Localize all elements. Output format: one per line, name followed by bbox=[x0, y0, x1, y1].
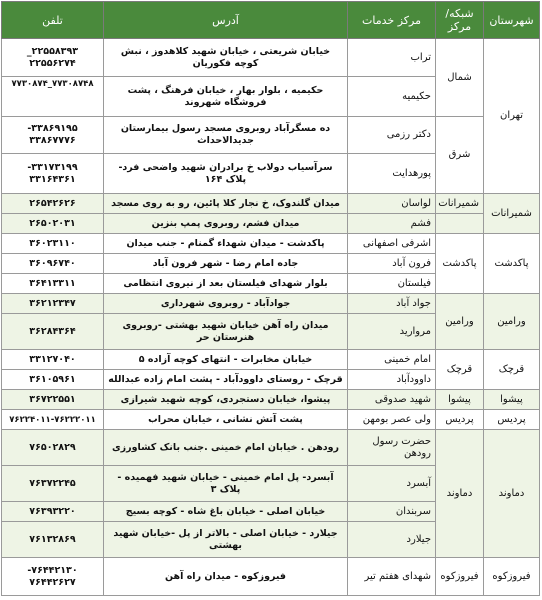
phone-cell: -۳۳۱۷۳۱۹۹ ۳۳۱۶۴۳۶۱ bbox=[2, 154, 104, 194]
phone-cell: ۷۶۳۹۳۲۲۰ bbox=[2, 502, 104, 522]
phone-cell: ۳۶۷۲۲۵۵۱ bbox=[2, 390, 104, 410]
address-cell: میدان گلندوک، خ نجار کلا پائین، رو به روی مسجد bbox=[104, 194, 348, 214]
center-cell: آبسرد bbox=[348, 466, 436, 502]
network-cell: پاکدشت bbox=[436, 234, 484, 294]
address-cell: جوادآباد - روبروی شهرداری bbox=[104, 294, 348, 314]
center-cell: داوودآباد bbox=[348, 370, 436, 390]
phone-cell: ۳۶۰۲۳۱۱۰ bbox=[2, 234, 104, 254]
city-cell: ورامین bbox=[484, 294, 540, 350]
center-cell: امام خمینی bbox=[348, 350, 436, 370]
center-cell: دکتر رزمی bbox=[348, 117, 436, 154]
center-cell: شهید صدوقی bbox=[348, 390, 436, 410]
center-cell: حکیمیه bbox=[348, 77, 436, 117]
network-cell: قرچک bbox=[436, 350, 484, 390]
address-cell: خیابان اصلی - خیابان باغ شاه - کوچه بسیج bbox=[104, 502, 348, 522]
network-cell: شمال bbox=[436, 39, 484, 117]
health-centers-table bbox=[1, 1, 540, 596]
address-cell: پیشوا، خیابان دستجردی، کوچه شهید شیرازی bbox=[104, 390, 348, 410]
center-cell: تراب bbox=[348, 39, 436, 77]
phone-cell: _۲۲۵۵۸۳۹۳ ۲۲۵۵۶۲۷۴ bbox=[2, 39, 104, 77]
address-cell: میدان راه آهن خیابان شهید بهشتی -روبروی هنرستان حر bbox=[104, 314, 348, 350]
address-cell: پشت آتش نشانی ، خیابان محراب bbox=[104, 410, 348, 430]
header-row bbox=[2, 2, 540, 39]
header-center: مرکز خدمات bbox=[348, 2, 436, 39]
center-cell: جواد آباد bbox=[348, 294, 436, 314]
center-cell: سربندان bbox=[348, 502, 436, 522]
city-cell: دماوند bbox=[484, 430, 540, 558]
phone-cell: ۳۶۴۱۳۳۱۱ bbox=[2, 274, 104, 294]
network-cell: ورامین bbox=[436, 294, 484, 350]
phone-cell: ۳۶۲۱۲۳۴۷ bbox=[2, 294, 104, 314]
network-cell-empty bbox=[436, 214, 484, 234]
table-row bbox=[2, 430, 540, 466]
phone-cell: ۳۶۲۸۴۳۶۴ bbox=[2, 314, 104, 350]
table-row bbox=[2, 234, 540, 254]
header-phone: تلفن bbox=[2, 2, 104, 39]
city-cell: قرچک bbox=[484, 350, 540, 390]
phone-cell: ۳۶۰۹۶۷۴۰ bbox=[2, 254, 104, 274]
network-cell: پردیس bbox=[436, 410, 484, 430]
address-cell: میدان فشم، روبروی پمپ بنزین bbox=[104, 214, 348, 234]
address-cell: قرچک - روستای داوودآباد - پشت امام زاده عبدالله bbox=[104, 370, 348, 390]
center-cell: فرون آباد bbox=[348, 254, 436, 274]
header-city: شهرستان bbox=[484, 2, 540, 39]
phone-cell: ۳۶۱۰۵۹۶۱ bbox=[2, 370, 104, 390]
center-cell: فشم bbox=[348, 214, 436, 234]
header-network: شبکه/ مرکز bbox=[436, 2, 484, 39]
center-cell: مروارید bbox=[348, 314, 436, 350]
city-cell: تهران bbox=[484, 39, 540, 194]
center-cell: اشرفی اصفهانی bbox=[348, 234, 436, 254]
table-row bbox=[2, 194, 540, 214]
phone-cell: ۲۶۵۴۲۶۲۶ bbox=[2, 194, 104, 214]
phone-cell: -۳۳۸۶۹۱۹۵ ۳۳۸۶۷۷۷۶ bbox=[2, 117, 104, 154]
table-row bbox=[2, 410, 540, 430]
phone-cell: ۷۷۳۰۸۷۴_۷۷۳۰۸۷۴۸ bbox=[2, 77, 104, 117]
network-cell: پیشوا bbox=[436, 390, 484, 410]
center-cell: پورهدایت bbox=[348, 154, 436, 194]
center-cell: جیلارد bbox=[348, 522, 436, 558]
header-address: آدرس bbox=[104, 2, 348, 39]
address-cell: جیلارد - خیابان اصلی - بالاتر از پل -خیابان شهید بهشتی bbox=[104, 522, 348, 558]
phone-cell: ۷۶۳۷۲۲۴۵ bbox=[2, 466, 104, 502]
center-cell: حضرت رسول رودهن bbox=[348, 430, 436, 466]
city-cell: پردیس bbox=[484, 410, 540, 430]
address-cell: خیابان شریعتی ، خیابان شهید کلاهدوز ، نبش کوچه فکوریان bbox=[104, 39, 348, 77]
network-cell: فیروزکوه bbox=[436, 558, 484, 596]
phone-cell: ۷۶۱۳۲۸۶۹ bbox=[2, 522, 104, 558]
table-row bbox=[2, 558, 540, 596]
city-cell: پاکدشت bbox=[484, 234, 540, 294]
address-cell: سرآسیاب دولاب خ برادران شهید واضحی فرد- پلاک ۱۶۴ bbox=[104, 154, 348, 194]
city-cell: فیروزکوه bbox=[484, 558, 540, 596]
table-row bbox=[2, 39, 540, 77]
center-cell: ولی عصر بومهن bbox=[348, 410, 436, 430]
table-row bbox=[2, 390, 540, 410]
table-row bbox=[2, 214, 540, 234]
address-cell: پاکدشت - میدان شهداء گمنام - جنب میدان bbox=[104, 234, 348, 254]
address-cell: خیابان مخابرات - انتهای کوچه آزاده ۵ bbox=[104, 350, 348, 370]
phone-cell: -۷۶۴۴۲۱۳۰ ۷۶۴۴۲۶۲۷ bbox=[2, 558, 104, 596]
table-row bbox=[2, 294, 540, 314]
network-cell: دماوند bbox=[436, 430, 484, 558]
city-cell: پیشوا bbox=[484, 390, 540, 410]
city-cell: شمیرانات bbox=[484, 194, 540, 234]
table-row bbox=[2, 117, 540, 154]
address-cell: رودهن . خیابان امام خمینی .جنب بانک کشاورزی bbox=[104, 430, 348, 466]
center-cell: فیلستان bbox=[348, 274, 436, 294]
phone-cell: ۳۳۱۲۷۰۴۰ bbox=[2, 350, 104, 370]
address-cell: حکیمیه ، بلوار بهار ، خیابان فرهنگ ، پشت فروشگاه شهروند bbox=[104, 77, 348, 117]
address-cell: ده مسگرآباد روبروی مسجد رسول بیمارستان جدیدالاحداث bbox=[104, 117, 348, 154]
network-cell: شمیرانات bbox=[436, 194, 484, 214]
address-cell: بلوار شهدای فیلستان بعد از نیروی انتظامی bbox=[104, 274, 348, 294]
phone-cell: ۷۶۵۰۲۸۲۹ bbox=[2, 430, 104, 466]
document bbox=[0, 1, 542, 600]
center-cell: لواسان bbox=[348, 194, 436, 214]
address-cell: آبسرد- پل امام خمینی - خیابان شهید فهمیده - پلاک ۳ bbox=[104, 466, 348, 502]
address-cell: جاده امام رضا - شهر فرون آباد bbox=[104, 254, 348, 274]
center-cell: شهدای هفتم تیر bbox=[348, 558, 436, 596]
phone-cell: ۷۶۲۲۴۰۱۱-۷۶۲۲۲۰۱۱ bbox=[2, 410, 104, 430]
phone-cell: ۲۶۵۰۲۰۳۱ bbox=[2, 214, 104, 234]
table-row bbox=[2, 350, 540, 370]
address-cell: فیروزکوه - میدان راه آهن bbox=[104, 558, 348, 596]
network-cell: شرق bbox=[436, 117, 484, 194]
